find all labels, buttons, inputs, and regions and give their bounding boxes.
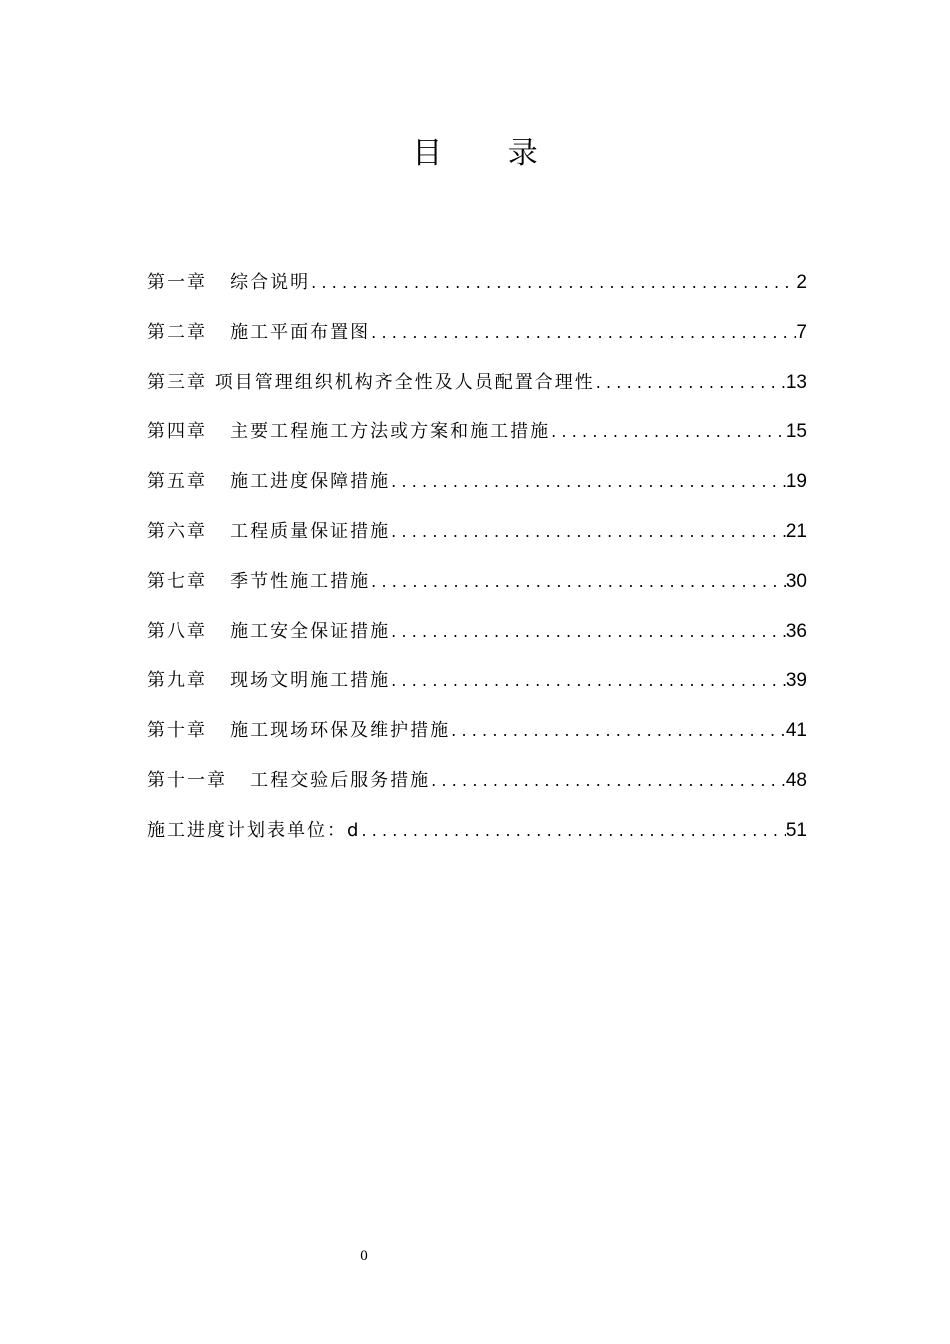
toc-entry-label: 第八章 施工安全保证措施 (147, 620, 391, 642)
toc-entry-label: 第三章 项目管理组织机构齐全性及人员配置合理性 (147, 371, 595, 393)
toc-leader-dots (431, 766, 786, 796)
toc-entry-page: 7 (796, 321, 807, 343)
toc-entry[interactable] (147, 318, 807, 368)
toc-entry[interactable] (147, 268, 807, 318)
toc-leader-dots (596, 368, 786, 398)
toc-entry[interactable] (147, 617, 807, 667)
toc-entry[interactable] (147, 417, 807, 467)
toc-entry-page: 36 (785, 620, 807, 642)
toc-leader-dots (391, 617, 786, 647)
toc-entry-page: 13 (785, 371, 807, 393)
toc-leader-dots (371, 567, 786, 597)
toc-entry-page: 2 (796, 272, 807, 293)
toc-entry-label: 施工进度计划表单位：d (147, 819, 361, 841)
page-title: 目 录 (412, 136, 566, 171)
toc-entry[interactable] (147, 467, 807, 517)
toc-entry-page: 41 (785, 720, 807, 742)
toc-entry[interactable] (147, 666, 807, 716)
toc-entry-label: 第七章 季节性施工措施 (147, 570, 371, 592)
toc-entry-page: 39 (785, 670, 807, 692)
toc-entry[interactable] (147, 716, 807, 766)
toc-entry-label: 第四章 主要工程施工方法或方案和施工措施 (147, 421, 551, 443)
toc-entry-label: 第十一章 工程交验后服务措施 (147, 769, 431, 791)
toc-leader-dots (371, 318, 796, 348)
toc-entry[interactable] (147, 766, 807, 816)
toc-entry-page: 48 (785, 769, 807, 791)
table-of-contents (147, 268, 807, 866)
toc-entry[interactable] (147, 517, 807, 567)
page-number: 0 (360, 1248, 368, 1264)
toc-entry-label: 第十章 施工现场环保及维护措施 (147, 720, 451, 742)
toc-leader-dots (391, 666, 786, 696)
toc-entry-page: 30 (785, 570, 807, 592)
toc-entry-label: 第九章 现场文明施工措施 (147, 670, 391, 692)
toc-entry-page: 15 (785, 421, 807, 443)
toc-entry[interactable] (147, 567, 807, 617)
toc-leader-dots (311, 268, 796, 298)
toc-leader-dots (391, 517, 786, 547)
toc-entry-label: 第一章 综合说明 (147, 272, 311, 293)
toc-leader-dots (391, 467, 786, 497)
toc-leader-dots (451, 716, 786, 746)
toc-entry-label: 第五章 施工进度保障措施 (147, 471, 391, 493)
toc-entry-page: 51 (785, 819, 807, 841)
toc-entry-page: 19 (785, 471, 807, 493)
toc-entry[interactable] (147, 368, 807, 418)
toc-leader-dots (551, 417, 786, 447)
toc-entry[interactable] (147, 816, 807, 866)
toc-entry-page: 21 (785, 520, 807, 542)
toc-entry-label: 第二章 施工平面布置图 (147, 321, 371, 343)
toc-leader-dots (361, 816, 785, 846)
toc-entry-label: 第六章 工程质量保证措施 (147, 520, 391, 542)
